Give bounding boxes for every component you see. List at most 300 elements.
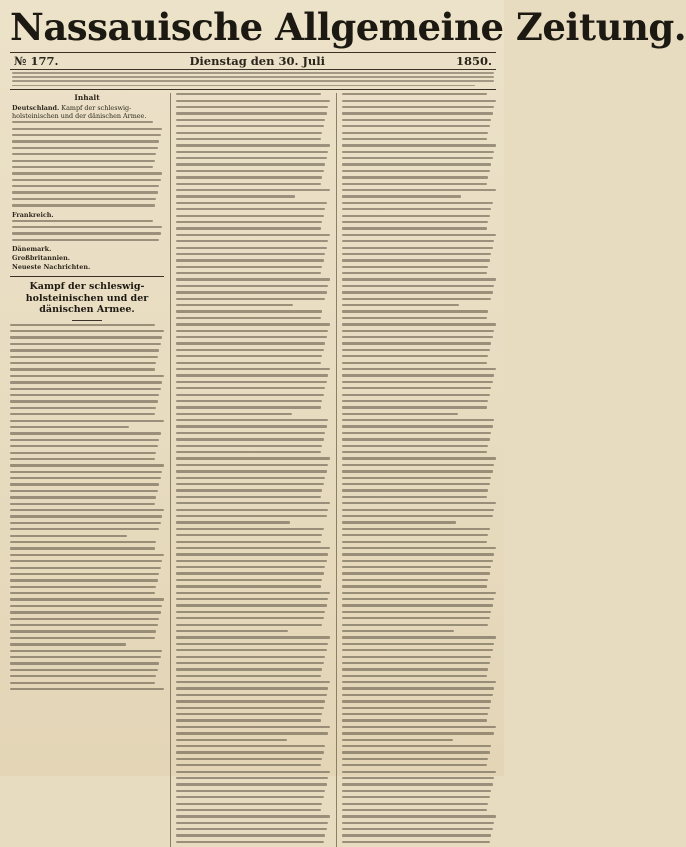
text-line bbox=[176, 822, 328, 824]
text-line bbox=[342, 100, 496, 102]
text-line bbox=[10, 375, 164, 377]
text-line bbox=[176, 483, 324, 485]
text-line bbox=[176, 163, 325, 165]
text-line bbox=[342, 822, 494, 824]
text-line bbox=[10, 528, 159, 530]
text-line bbox=[342, 547, 496, 549]
text-line bbox=[10, 675, 156, 677]
text-line bbox=[12, 160, 155, 162]
text-line bbox=[176, 234, 330, 236]
text-line bbox=[342, 400, 488, 402]
text-line bbox=[342, 425, 493, 427]
text-line bbox=[10, 496, 156, 498]
text-line bbox=[342, 745, 491, 747]
text-line bbox=[342, 362, 487, 364]
text-line bbox=[342, 553, 494, 555]
text-line bbox=[176, 310, 322, 312]
text-line bbox=[176, 157, 327, 159]
text-line bbox=[176, 374, 328, 376]
text-line bbox=[10, 471, 162, 473]
text-line bbox=[342, 636, 496, 638]
text-line bbox=[10, 464, 164, 466]
text-line bbox=[10, 650, 162, 652]
text-line bbox=[342, 649, 493, 651]
text-line bbox=[342, 106, 494, 108]
text-line bbox=[10, 522, 161, 524]
text-line bbox=[176, 598, 328, 600]
text-line bbox=[176, 566, 325, 568]
text-line bbox=[342, 464, 494, 466]
text-line bbox=[10, 662, 159, 664]
text-line bbox=[342, 828, 493, 830]
text-line bbox=[342, 202, 493, 204]
text-line bbox=[10, 688, 164, 690]
toc-title: Inhalt bbox=[74, 93, 100, 103]
text-line bbox=[10, 643, 126, 645]
text-line bbox=[342, 132, 488, 134]
text-line bbox=[176, 291, 327, 293]
text-line bbox=[176, 349, 324, 351]
toc-section-latest: Neueste Nachrichten. bbox=[12, 263, 91, 272]
text-line bbox=[176, 445, 322, 447]
text-line bbox=[342, 394, 490, 396]
masthead-title: Nassauische Allgemeine Zeitung. bbox=[10, 5, 686, 49]
text-line bbox=[342, 323, 496, 325]
column-middle bbox=[170, 93, 330, 847]
text-line bbox=[342, 374, 494, 376]
text-line bbox=[342, 585, 487, 587]
text-line bbox=[342, 227, 487, 229]
text-line bbox=[342, 611, 491, 613]
text-line bbox=[342, 272, 487, 274]
text-line bbox=[342, 355, 488, 357]
text-line bbox=[176, 125, 324, 127]
text-line bbox=[342, 125, 490, 127]
text-line bbox=[176, 138, 321, 140]
text-line bbox=[176, 534, 322, 536]
text-line bbox=[176, 195, 295, 197]
text-line bbox=[342, 208, 491, 210]
text-line bbox=[10, 330, 164, 332]
text-line bbox=[10, 630, 156, 632]
text-line bbox=[176, 656, 325, 658]
text-line bbox=[176, 515, 327, 517]
text-line bbox=[176, 221, 322, 223]
text-line bbox=[176, 419, 328, 421]
text-line bbox=[342, 112, 493, 114]
text-line bbox=[176, 298, 325, 300]
text-line bbox=[176, 809, 321, 811]
text-line bbox=[342, 285, 494, 287]
text-line bbox=[10, 547, 155, 549]
text-line bbox=[342, 764, 487, 766]
text-line bbox=[176, 387, 325, 389]
text-line bbox=[12, 226, 162, 228]
text-line bbox=[342, 713, 488, 715]
text-line bbox=[342, 624, 488, 626]
text-line bbox=[176, 790, 325, 792]
text-line bbox=[176, 707, 324, 709]
text-line bbox=[12, 147, 158, 149]
text-line bbox=[342, 675, 487, 677]
text-line bbox=[342, 387, 491, 389]
text-line bbox=[342, 215, 490, 217]
text-line bbox=[10, 586, 156, 588]
text-line bbox=[342, 195, 461, 197]
text-line bbox=[10, 445, 158, 447]
text-line bbox=[176, 713, 322, 715]
text-line bbox=[342, 617, 490, 619]
issue-year: 1850. bbox=[455, 54, 492, 68]
text-line bbox=[176, 451, 321, 453]
text-line bbox=[176, 368, 330, 370]
text-line bbox=[10, 515, 162, 517]
issue-date: Dienstag den 30. Juli bbox=[189, 54, 326, 68]
text-line bbox=[176, 323, 330, 325]
text-line bbox=[342, 298, 491, 300]
text-line bbox=[176, 681, 330, 683]
text-line bbox=[12, 121, 153, 123]
text-line bbox=[342, 163, 491, 165]
text-line bbox=[176, 253, 325, 255]
text-columns bbox=[10, 90, 496, 847]
column-left bbox=[10, 93, 164, 847]
text-line bbox=[176, 202, 327, 204]
text-line bbox=[176, 796, 324, 798]
text-line bbox=[342, 93, 487, 95]
text-line bbox=[10, 579, 158, 581]
text-line bbox=[342, 790, 491, 792]
text-line bbox=[176, 764, 321, 766]
text-line bbox=[176, 132, 322, 134]
text-line bbox=[176, 285, 328, 287]
text-line bbox=[176, 834, 325, 836]
text-line bbox=[10, 541, 156, 543]
text-line bbox=[342, 777, 494, 779]
text-line bbox=[176, 751, 324, 753]
text-line bbox=[176, 630, 288, 632]
text-line bbox=[342, 687, 494, 689]
text-line bbox=[176, 617, 324, 619]
text-line bbox=[176, 687, 328, 689]
text-line bbox=[176, 464, 328, 466]
text-line bbox=[342, 489, 488, 491]
text-line bbox=[176, 272, 321, 274]
text-line bbox=[10, 368, 155, 370]
text-line bbox=[176, 362, 321, 364]
text-line bbox=[342, 253, 491, 255]
text-line bbox=[342, 496, 487, 498]
text-line bbox=[176, 208, 325, 210]
toc-section-france: Frankreich. bbox=[12, 210, 54, 219]
text-line bbox=[176, 278, 330, 280]
text-line bbox=[10, 483, 159, 485]
toc-item: Deutschland. Kampf der schleswig-holsteinischen und der dänischen Armee. bbox=[12, 104, 147, 121]
text-line bbox=[176, 144, 330, 146]
text-line bbox=[176, 732, 328, 734]
text-line bbox=[342, 834, 491, 836]
text-line bbox=[12, 153, 156, 155]
text-line bbox=[12, 191, 158, 193]
toc-text-lines bbox=[12, 220, 162, 241]
text-line bbox=[176, 649, 327, 651]
text-line bbox=[176, 189, 330, 191]
text-line bbox=[342, 656, 491, 658]
text-line bbox=[176, 592, 330, 594]
text-line bbox=[342, 502, 496, 504]
text-line bbox=[12, 128, 162, 130]
text-line bbox=[176, 489, 322, 491]
text-line bbox=[342, 668, 488, 670]
text-line bbox=[10, 605, 162, 607]
text-line bbox=[342, 509, 494, 511]
text-line bbox=[342, 432, 491, 434]
text-line bbox=[10, 490, 158, 492]
text-line bbox=[176, 304, 293, 306]
text-line bbox=[342, 413, 458, 415]
text-line bbox=[342, 604, 493, 606]
column-text-lines bbox=[176, 93, 330, 843]
text-line bbox=[12, 204, 155, 206]
text-line bbox=[10, 656, 161, 658]
text-line bbox=[10, 669, 158, 671]
text-line bbox=[342, 521, 456, 523]
text-line bbox=[176, 413, 292, 415]
text-line bbox=[10, 407, 156, 409]
text-line bbox=[176, 432, 325, 434]
text-line bbox=[342, 266, 488, 268]
text-line bbox=[176, 841, 324, 843]
text-line bbox=[342, 157, 493, 159]
text-line bbox=[176, 528, 324, 530]
text-line bbox=[176, 815, 330, 817]
text-line bbox=[342, 598, 494, 600]
text-line bbox=[176, 700, 325, 702]
text-line bbox=[12, 239, 159, 241]
text-line bbox=[176, 624, 322, 626]
text-line bbox=[10, 426, 129, 428]
text-line bbox=[10, 573, 159, 575]
text-line bbox=[176, 521, 290, 523]
text-line bbox=[342, 247, 493, 249]
text-line bbox=[176, 170, 324, 172]
text-line bbox=[12, 185, 159, 187]
subscription-notice bbox=[10, 70, 496, 90]
text-line bbox=[176, 266, 322, 268]
text-line bbox=[176, 509, 328, 511]
text-line bbox=[342, 445, 488, 447]
text-line bbox=[342, 707, 490, 709]
text-line bbox=[342, 234, 496, 236]
text-line bbox=[176, 585, 321, 587]
text-line bbox=[10, 324, 155, 326]
text-line bbox=[342, 758, 488, 760]
text-line bbox=[342, 183, 487, 185]
text-line bbox=[176, 247, 327, 249]
text-line bbox=[342, 681, 496, 683]
text-line bbox=[342, 771, 496, 773]
text-line bbox=[10, 567, 161, 569]
text-line bbox=[342, 841, 490, 843]
text-line bbox=[342, 317, 487, 319]
text-line bbox=[342, 694, 493, 696]
text-line bbox=[176, 342, 325, 344]
text-line bbox=[10, 458, 155, 460]
text-line bbox=[176, 215, 324, 217]
toc-text-lines bbox=[12, 121, 162, 206]
text-line bbox=[176, 176, 322, 178]
text-line bbox=[342, 342, 491, 344]
text-line bbox=[342, 259, 490, 261]
text-line bbox=[342, 151, 494, 153]
text-line bbox=[176, 425, 327, 427]
text-line bbox=[176, 227, 321, 229]
text-line bbox=[342, 560, 493, 562]
table-of-contents bbox=[10, 94, 164, 271]
toc-section-britain: Großbritannien. bbox=[12, 254, 70, 263]
text-line bbox=[10, 618, 159, 620]
text-line bbox=[10, 400, 158, 402]
text-line bbox=[176, 745, 325, 747]
text-line bbox=[342, 189, 496, 191]
text-line bbox=[176, 643, 328, 645]
article-body-lines bbox=[10, 324, 164, 691]
text-line bbox=[176, 719, 321, 721]
text-line bbox=[176, 457, 330, 459]
text-line bbox=[10, 343, 161, 345]
text-line bbox=[342, 278, 496, 280]
column-text-lines bbox=[342, 93, 496, 843]
text-line bbox=[342, 221, 488, 223]
text-line bbox=[176, 336, 327, 338]
text-line bbox=[342, 751, 490, 753]
text-line bbox=[342, 572, 490, 574]
text-line bbox=[10, 624, 158, 626]
text-line bbox=[342, 541, 487, 543]
text-line bbox=[176, 394, 324, 396]
text-line bbox=[176, 240, 328, 242]
text-line bbox=[10, 439, 159, 441]
text-line bbox=[176, 828, 327, 830]
text-line bbox=[342, 381, 493, 383]
notice-text-lines bbox=[12, 72, 494, 86]
text-line bbox=[342, 630, 454, 632]
text-line bbox=[342, 515, 493, 517]
text-line bbox=[10, 535, 127, 537]
text-line bbox=[342, 138, 487, 140]
text-line bbox=[176, 355, 322, 357]
text-line bbox=[176, 726, 330, 728]
text-line bbox=[342, 566, 491, 568]
text-line bbox=[342, 732, 494, 734]
text-line bbox=[176, 604, 327, 606]
text-line bbox=[10, 381, 162, 383]
text-line bbox=[12, 198, 156, 200]
text-line bbox=[176, 560, 327, 562]
text-line bbox=[176, 119, 325, 121]
text-line bbox=[176, 553, 328, 555]
text-line bbox=[176, 541, 321, 543]
text-line bbox=[10, 349, 159, 351]
text-line bbox=[176, 477, 325, 479]
text-line bbox=[176, 100, 330, 102]
text-line bbox=[176, 572, 324, 574]
text-line bbox=[342, 470, 493, 472]
text-line bbox=[342, 304, 459, 306]
text-line bbox=[10, 477, 161, 479]
text-line bbox=[10, 509, 164, 511]
text-line bbox=[342, 815, 496, 817]
text-line bbox=[12, 134, 161, 136]
text-line bbox=[176, 502, 330, 504]
text-line bbox=[342, 144, 496, 146]
text-line bbox=[342, 438, 490, 440]
text-line bbox=[10, 420, 164, 422]
article-headline: Kampf der schleswig-holsteinischen und der dänischen Armee. bbox=[25, 281, 149, 316]
text-line bbox=[342, 528, 490, 530]
text-line bbox=[176, 636, 330, 638]
text-line bbox=[176, 694, 327, 696]
text-line bbox=[342, 534, 488, 536]
text-line bbox=[10, 356, 158, 358]
text-line bbox=[10, 554, 164, 556]
text-line bbox=[176, 777, 328, 779]
text-line bbox=[176, 771, 330, 773]
text-line bbox=[342, 477, 491, 479]
text-line bbox=[12, 166, 153, 168]
text-line bbox=[12, 179, 161, 181]
text-line bbox=[176, 259, 324, 261]
text-line bbox=[342, 457, 496, 459]
text-line bbox=[342, 809, 487, 811]
text-line bbox=[12, 232, 161, 234]
text-line bbox=[342, 451, 487, 453]
text-line bbox=[176, 406, 321, 408]
text-line bbox=[10, 336, 162, 338]
text-line bbox=[176, 758, 322, 760]
text-line bbox=[342, 700, 491, 702]
text-line bbox=[342, 368, 496, 370]
text-line bbox=[10, 503, 155, 505]
text-line bbox=[176, 675, 321, 677]
text-line bbox=[12, 220, 153, 222]
text-line bbox=[342, 330, 494, 332]
text-line bbox=[10, 598, 164, 600]
column-right bbox=[336, 93, 496, 847]
text-line bbox=[342, 662, 490, 664]
text-line bbox=[176, 151, 328, 153]
text-line bbox=[342, 719, 487, 721]
text-line bbox=[342, 176, 488, 178]
text-line bbox=[176, 579, 322, 581]
text-line bbox=[342, 803, 488, 805]
text-line bbox=[342, 739, 453, 741]
toc-section-denmark: Dänemark. bbox=[12, 245, 52, 254]
text-line bbox=[342, 291, 493, 293]
text-line bbox=[10, 432, 161, 434]
text-line bbox=[176, 470, 327, 472]
text-line bbox=[342, 336, 493, 338]
text-line bbox=[176, 183, 321, 185]
text-line bbox=[176, 330, 328, 332]
text-line bbox=[176, 106, 328, 108]
text-line bbox=[342, 579, 488, 581]
text-line bbox=[10, 394, 159, 396]
text-line bbox=[176, 611, 325, 613]
text-line bbox=[10, 452, 156, 454]
text-line bbox=[342, 796, 490, 798]
text-line bbox=[342, 783, 493, 785]
